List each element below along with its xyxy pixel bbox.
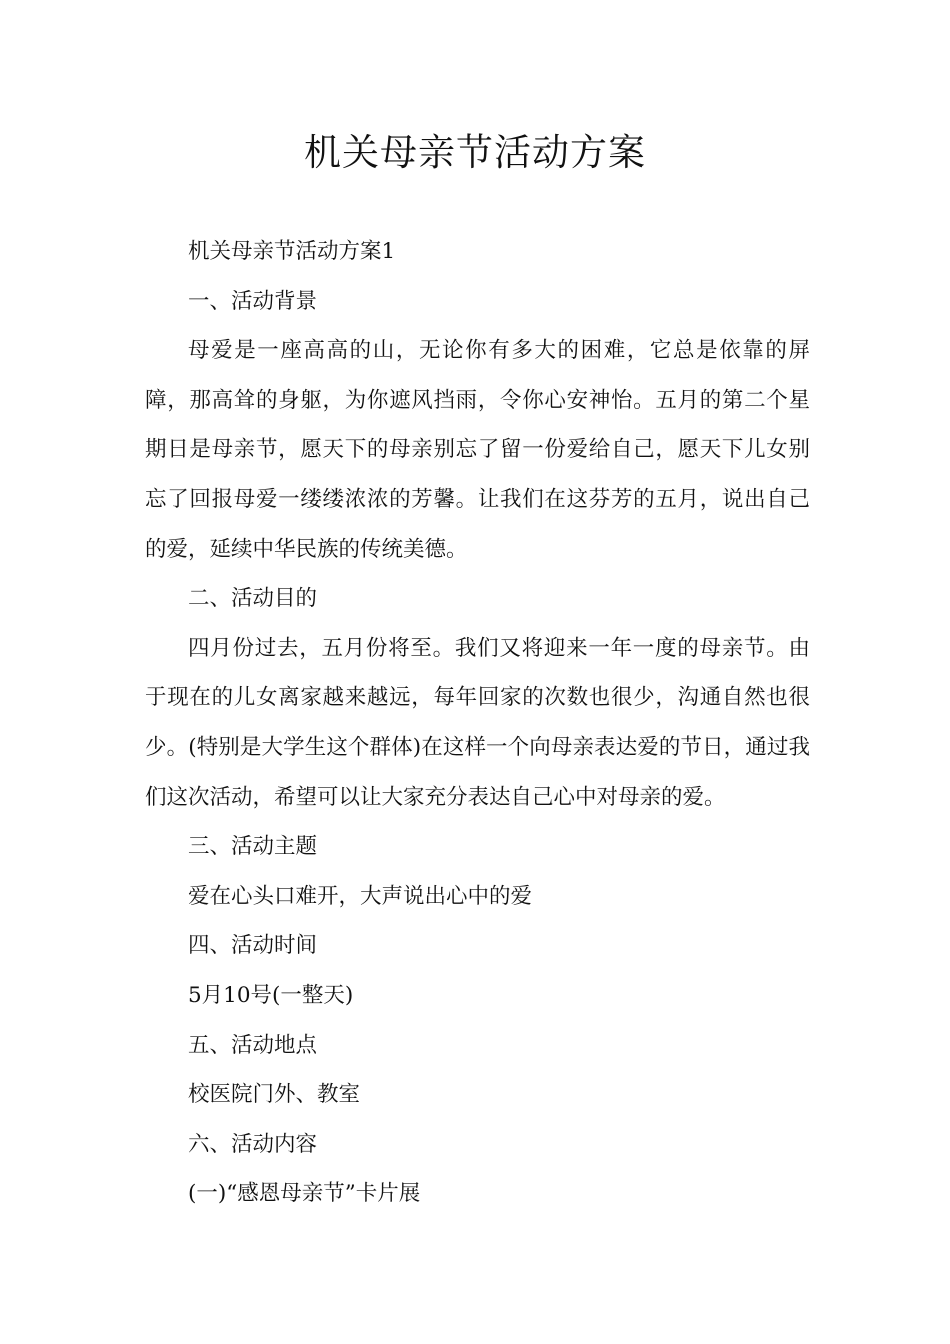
document-title: 机关母亲节活动方案 bbox=[304, 131, 646, 174]
paragraph-purpose: 四月份过去，五月份将至。我们又将迎来一年一度的母亲节。由于现在的儿女离家越来越远，每年回家的次数也很少，沟通自然也很少。(特别是大学生这个群体)在这样一个向母亲表达爱的节日，通过我们这次活动，希望可以让大家充分表达自己心中对母亲的爱。 bbox=[145, 635, 810, 810]
paragraph-time: 5月10号(一整天) bbox=[188, 982, 354, 1008]
section-heading-purpose: 二、活动目的 bbox=[188, 586, 318, 612]
section-heading-plan-1: 机关母亲节活动方案1 bbox=[188, 239, 396, 264]
paragraph-background: 母爱是一座高高的山，无论你有多大的困难，它总是依靠的屏障，那高耸的身躯，为你遮风挡雨，令你心安神怡。五月的第二个星期日是母亲节，愿天下的母亲别忘了留一份爱给自己，愿天下儿女别忘了回报母爱一缕缕浓浓的芳馨。让我们在这芬芳的五月，说出自己的爱，延续中华民族的传统美德。 bbox=[145, 338, 810, 562]
section-heading-time: 四、活动时间 bbox=[188, 933, 318, 959]
section-heading-content: 六、活动内容 bbox=[188, 1131, 318, 1157]
paragraph-theme: 爱在心头口难开，大声说出心中的爱 bbox=[188, 883, 533, 909]
section-heading-theme: 三、活动主题 bbox=[188, 834, 318, 860]
paragraph-location: 校医院门外、教室 bbox=[188, 1082, 361, 1108]
paragraph-content-item-1: (一)“感恩母亲节”卡片展 bbox=[188, 1181, 421, 1207]
section-heading-location: 五、活动地点 bbox=[188, 1032, 318, 1058]
document-body bbox=[145, 227, 810, 1219]
section-heading-background: 一、活动背景 bbox=[188, 288, 318, 314]
